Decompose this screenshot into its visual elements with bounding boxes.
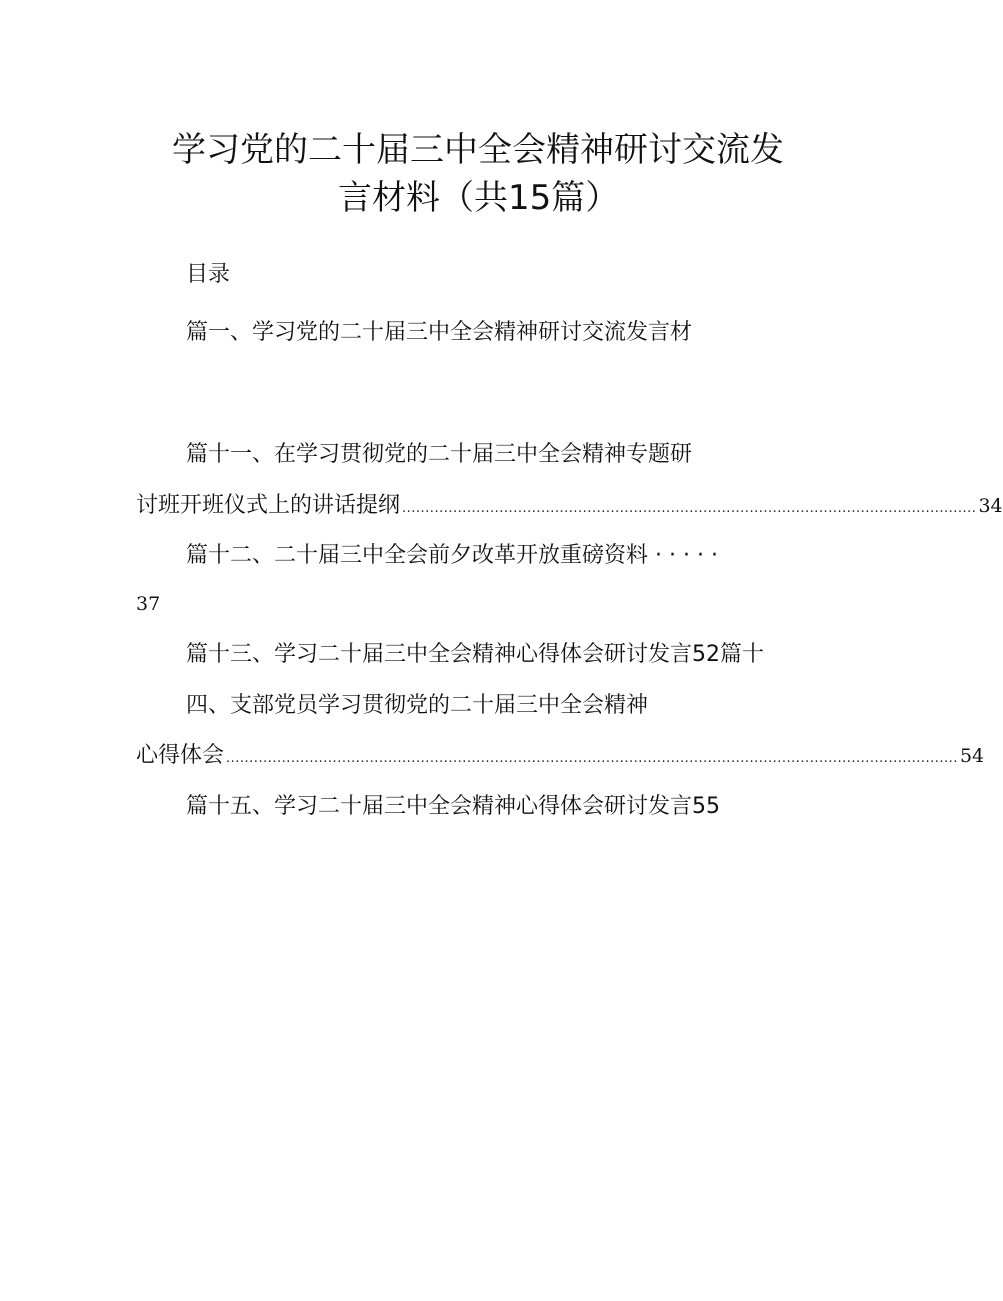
- toc-entry-11-line-1[interactable]: 篇十一、在学习贯彻党的二十届三中全会精神专题研: [186, 442, 693, 467]
- toc-heading: 目录: [186, 262, 231, 287]
- toc-entry-15[interactable]: 篇十五、学习二十届三中全会精神心得体会研讨发言55: [186, 794, 720, 819]
- toc-entry-14-page: 54: [959, 745, 985, 767]
- toc-entry-13-line-1[interactable]: 篇十三、学习二十届三中全会精神心得体会研讨发言52篇十: [186, 642, 764, 667]
- toc-entry-12-page: 37: [136, 593, 161, 615]
- toc-entry-14-line-2[interactable]: 四、支部党员学习贯彻党的二十届三中全会精神: [186, 693, 649, 718]
- toc-entry-11-page: 34: [978, 495, 1003, 517]
- toc-entry-12-line-1[interactable]: 篇十二、二十届三中全会前夕改革开放重磅资料 · · · · ·: [186, 543, 718, 568]
- document-title-line-1: 学习党的二十届三中全会精神研讨交流发: [172, 130, 784, 170]
- toc-entry-11-line-2[interactable]: [136, 488, 1003, 519]
- document-title-line-2: 言材料（共15篇）: [338, 178, 620, 218]
- toc-entry-14-line-3[interactable]: [136, 738, 985, 769]
- toc-entry-1[interactable]: 篇一、学习党的二十届三中全会精神研讨交流发言材: [186, 320, 693, 345]
- toc-entry-11-leader: ............................................................................................................................: [402, 501, 977, 516]
- toc-entry-14-leader: ..............................................................................................................................................................: [226, 751, 958, 766]
- toc-entry-14-text: 心得体会: [136, 743, 225, 768]
- toc-entry-11-text: 讨班开班仪式上的讲话提纲: [136, 493, 401, 518]
